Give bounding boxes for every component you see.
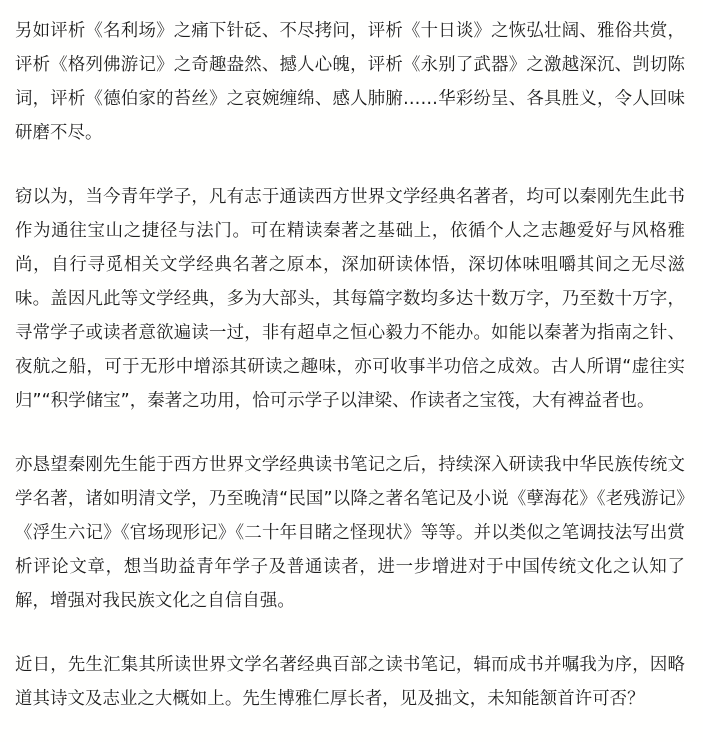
paragraph-2: 窃以为，当今青年学子，凡有志于通读西方世界文学经典名著者，均可以秦刚先生此书作为通往宝山之捷径与法门。可在精读秦著之基础上，依循个人之志趣爱好与风格雅尚，自行寻觅相关文学经典名著之原本，深加研读体悟，深切体味咀嚼其间之无尽滋味。盖因凡此等文学经典，多为大部头，其每篇字数均多达十数万字，乃至数十万字，寻常学子或读者意欲遍读一过，非有超卓之恒心毅力不能办。如能以秦著为指南之针、夜航之船，可于无形中增添其研读之趣味，亦可收事半功倍之成效。古人所谓“虚往实归”“积学储宝”，秦著之功用，恰可示学子以津梁、作读者之宝筏，大有裨益者也。 [15, 187, 685, 411]
paragraph-3: 亦恳望秦刚先生能于西方世界文学经典读书笔记之后，持续深入研读我中华民族传统文学名著，诸如明清文学，乃至晚清“民国”以降之著名笔记及小说《孽海花》《老残游记》《浮生六记》《官场现形记》《二十年目睹之怪现状》等等。并以类似之笔调技法写出赏析评论文章，想当助益青年学子及普通读者，进一步增进对于中国传统文化之认知了解，增强对我民族文化之自信自强。 [15, 455, 685, 611]
paragraph-4: 近日，先生汇集其所读世界文学名著经典百部之读书笔记，辑而成书并嘱我为序，因略道其诗文及志业之大概如上。先生博雅仁厚长者，见及拙文，未知能颔首许可否？ [15, 655, 685, 709]
paragraph-1: 另如评析《名利场》之痛下针砭、不尽拷问，评析《十日谈》之恢弘壮阔、雅俗共赏，评析《格列佛游记》之奇趣盎然、撼人心魄，评析《永别了武器》之激越深沉、剀切陈词，评析《德伯家的苔丝》之哀婉缠绵、感人肺腑……华彩纷呈、各具胜义，令人回味研磨不尽。 [15, 21, 685, 143]
